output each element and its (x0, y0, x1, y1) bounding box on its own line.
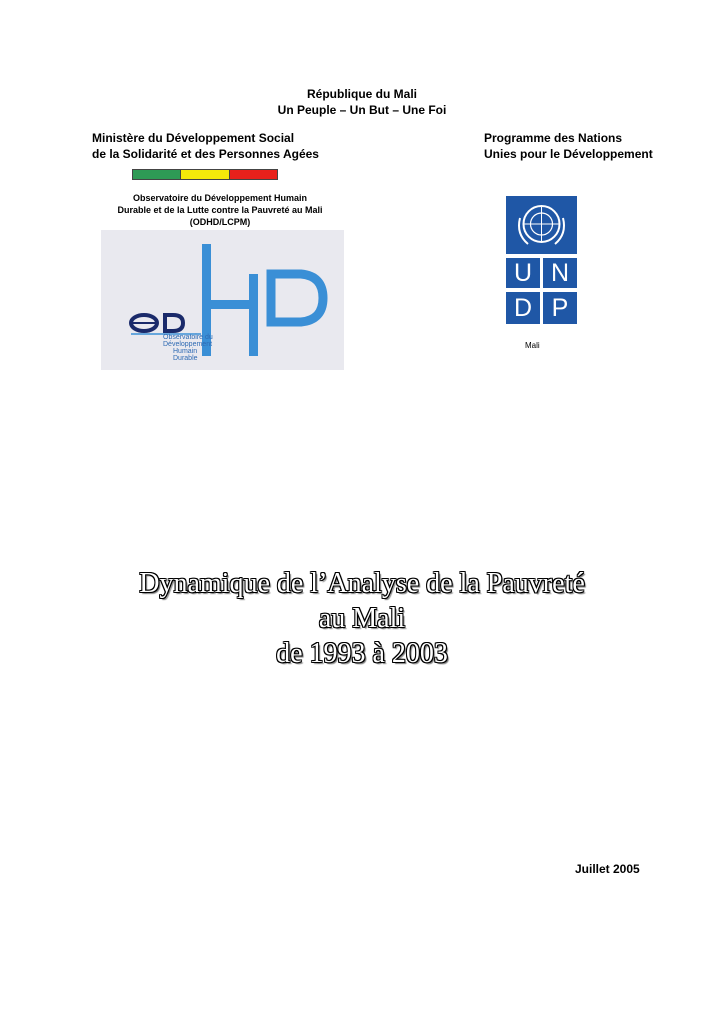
pnud-block (484, 130, 653, 162)
observatory-line2: Durable et de la Lutte contre la Pauvreté au Mali (117, 205, 323, 215)
flag-yellow (181, 170, 229, 179)
ministry-line2: de la Solidarité et des Personnes Agées (92, 147, 319, 161)
observatory-text (86, 192, 354, 228)
undp-letter-d: D (513, 294, 533, 322)
odhd-caption-3: Humain (173, 348, 198, 355)
undp-letter-p: P (551, 294, 569, 322)
title-line3: de 1993 à 2003 (276, 638, 448, 669)
pnud-line2: Unies pour le Développement (484, 147, 653, 161)
flag-red (230, 170, 277, 179)
odhd-caption-4: Durable (173, 355, 198, 362)
publication-date: Juillet 2005 (575, 862, 640, 876)
odhd-logo (101, 230, 344, 370)
undp-letter-u: U (513, 259, 533, 287)
pnud-line1: Programme des Nations (484, 131, 623, 145)
title-line2: au Mali (318, 603, 406, 634)
title-line1: Dynamique de l’Analyse de la Pauvreté (139, 568, 585, 599)
republic-name: République du Mali (307, 87, 417, 101)
flag-green (133, 170, 181, 179)
odhd-caption-2: Développement (163, 341, 213, 348)
undp-logo (506, 196, 577, 326)
republic-motto: Un Peuple – Un But – Une Foi (277, 103, 447, 117)
document-title (0, 566, 724, 671)
observatory-line3: (ODHD/LCPM) (189, 217, 251, 227)
undp-country-caption: Mali (525, 341, 540, 350)
odhd-caption (163, 334, 213, 362)
ministry-line1: Ministère du Développement Social (92, 131, 295, 145)
observatory-line1: Observatoire du Développement Humain (132, 193, 308, 203)
mali-flag-bar (132, 169, 278, 180)
odhd-caption-1: Observatoire du (163, 334, 213, 341)
odhd-logo-graphic (101, 230, 344, 370)
republic-header (0, 86, 724, 118)
undp-letter-n: N (550, 259, 570, 287)
ministry-block (92, 130, 319, 162)
